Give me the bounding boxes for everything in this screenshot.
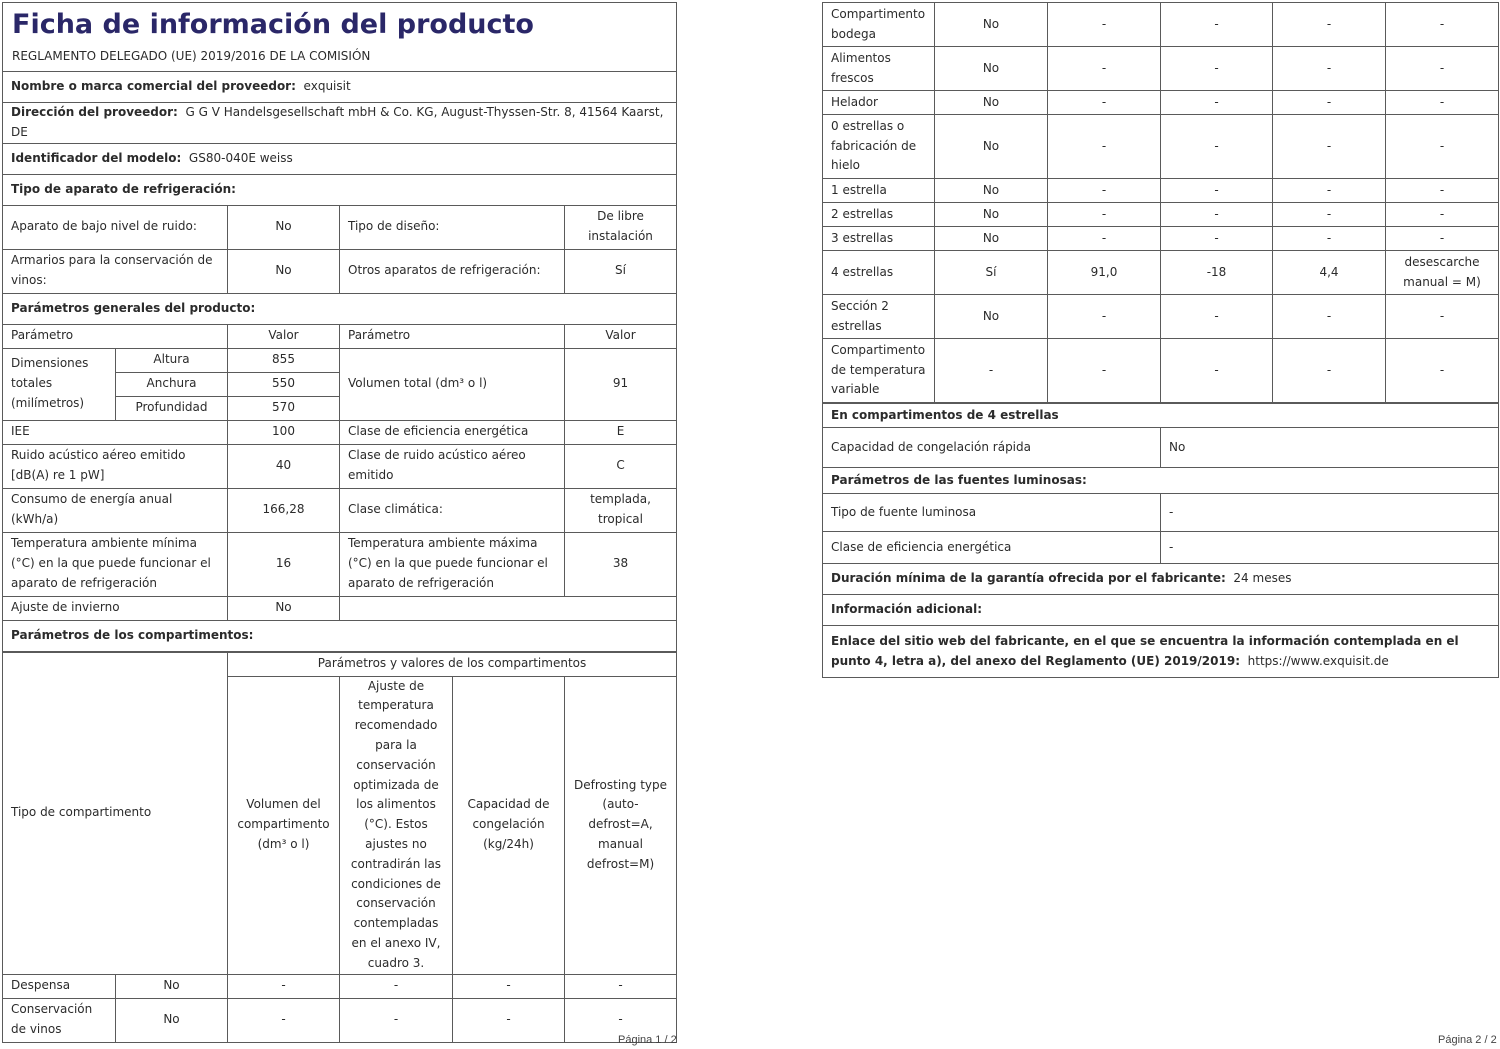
total-volume-label: Volumen total (dm³ o l)	[340, 348, 565, 420]
address-value: G G V Handelsgesellschaft mbH & Co. KG, August-Thyssen-Str. 8, 41564 Kaarst, DE	[11, 105, 664, 139]
table-row	[3, 998, 677, 1042]
model-label: Identificador del modelo:	[11, 150, 182, 165]
wine-value: No	[228, 249, 340, 293]
comp-name: 3 estrellas	[823, 227, 935, 251]
table-row	[823, 91, 1499, 115]
noise-value: 40	[228, 444, 340, 488]
comp-name: Alimentos frescos	[823, 47, 935, 91]
light-type-value: -	[1161, 494, 1499, 532]
comp-present: No	[935, 47, 1048, 91]
comp-defrost-header: Defrosting type (auto-defrost=A, manual defrost=M)	[565, 676, 677, 974]
light-class-row	[823, 532, 1499, 564]
comp-volume: 91,0	[1048, 251, 1161, 295]
comp-defrost: -	[1386, 227, 1499, 251]
comp-defrost: -	[1386, 91, 1499, 115]
comp-defrost: desescarche manual = M)	[1386, 251, 1499, 295]
page-number-1: Página 1 / 2	[618, 1034, 677, 1046]
comp-present: -	[935, 339, 1048, 403]
value-col-header: Valor	[228, 324, 340, 348]
depth-value: 570	[228, 396, 340, 420]
temperature-row	[3, 532, 677, 596]
total-volume-value: 91	[565, 348, 677, 420]
comp-name: 0 estrellas o fabricación de hielo	[823, 115, 935, 179]
comp-present: No	[935, 115, 1048, 179]
comp-temp: -	[1161, 115, 1273, 179]
max-temp-label: Temperatura ambiente máxima (°C) en la que puede funcionar el aparato de refrigeración	[340, 532, 565, 596]
comp-volume-header: Volumen del compartimento (dm³ o l)	[228, 676, 340, 974]
height-label: Altura	[116, 348, 228, 372]
comp-volume: -	[1048, 3, 1161, 47]
general-params-heading: Parámetros generales del producto:	[3, 293, 677, 324]
noise-label: Ruido acústico aéreo emitido [dB(A) re 1 pW]	[3, 444, 228, 488]
comp-values-header: Parámetros y valores de los compartimentos	[228, 652, 677, 676]
other-label: Otros aparatos de refrigeración:	[340, 249, 565, 293]
table-row	[823, 227, 1499, 251]
consumption-label: Consumo de energía anual (kWh/a)	[3, 488, 228, 532]
comp-freeze: -	[1273, 47, 1386, 91]
consumption-value: 166,28	[228, 488, 340, 532]
other-value: Sí	[565, 249, 677, 293]
comp-values-header-row	[3, 652, 677, 676]
comp-volume: -	[1048, 203, 1161, 227]
comp-volume: -	[1048, 227, 1161, 251]
comp-freeze: -	[1273, 203, 1386, 227]
comp-name: Compartimento de temperatura variable	[823, 339, 935, 403]
comp-present: No	[935, 3, 1048, 47]
comp-name: Sección 2 estrellas	[823, 295, 935, 339]
max-temp-value: 38	[565, 532, 677, 596]
winter-value: No	[228, 596, 340, 620]
general-params-row	[3, 293, 677, 324]
fast-freeze-value: No	[1161, 428, 1499, 468]
min-temp-value: 16	[228, 532, 340, 596]
comp-defrost: -	[1386, 115, 1499, 179]
comp-temp: -	[340, 998, 453, 1042]
appliance-type-heading: Tipo de aparato de refrigeración:	[3, 174, 677, 205]
comp-freeze: -	[453, 998, 565, 1042]
additional-info-row	[823, 595, 1499, 626]
comp-temp: -	[1161, 91, 1273, 115]
comp-temp: -	[1161, 339, 1273, 403]
comp-freeze: -	[1273, 3, 1386, 47]
comp-temp: -	[1161, 3, 1273, 47]
comp-freeze: -	[1273, 179, 1386, 203]
model-row	[3, 143, 677, 174]
table-row	[823, 295, 1499, 339]
header-box	[2, 2, 677, 71]
comp-temp-header: Ajuste de temperatura recomendado para la conservación optimizada de los alimentos (°C). Estos ajustes no contradirán las condiciones de conservación contempladas en el anexo IV, cuadro 3.	[340, 676, 453, 974]
comp-name: Compartimento bodega	[823, 3, 935, 47]
light-heading: Parámetros de las fuentes luminosas:	[823, 468, 1499, 494]
comp-volume: -	[1048, 179, 1161, 203]
param-col-header-2: Parámetro	[340, 324, 565, 348]
comp-defrost: -	[1386, 295, 1499, 339]
eei-row	[3, 420, 677, 444]
comp-temp: -	[1161, 295, 1273, 339]
climate-label: Clase climática:	[340, 488, 565, 532]
width-value: 550	[228, 372, 340, 396]
comp-present: No	[935, 227, 1048, 251]
eei-label: IEE	[3, 420, 228, 444]
wine-label: Armarios para la conservación de vinos:	[3, 249, 228, 293]
four-star-table	[822, 403, 1499, 678]
param-col-header: Parámetro	[3, 324, 228, 348]
additional-info-label: Información adicional:	[823, 595, 1499, 626]
comp-name: Conservación de vinos	[3, 998, 116, 1042]
comp-name: 2 estrellas	[823, 203, 935, 227]
comp-freeze: -	[1273, 295, 1386, 339]
address-row	[3, 103, 677, 144]
comp-defrost: -	[565, 974, 677, 998]
comp-defrost: -	[1386, 179, 1499, 203]
four-star-heading: En compartimentos de 4 estrellas	[823, 404, 1499, 428]
comp-freeze: -	[1273, 339, 1386, 403]
table-row	[823, 47, 1499, 91]
comp-volume: -	[1048, 295, 1161, 339]
light-type-row	[823, 494, 1499, 532]
address-label: Dirección del proveedor:	[11, 105, 178, 119]
comp-temp: -	[1161, 47, 1273, 91]
supplier-table	[2, 71, 677, 652]
supplier-row	[3, 72, 677, 103]
comp-type-label: Tipo de compartimento	[3, 652, 228, 974]
noise-class-label: Clase de ruido acústico aéreo emitido	[340, 444, 565, 488]
table-row	[823, 3, 1499, 47]
min-temp-label: Temperatura ambiente mínima (°C) en la que puede funcionar el aparato de refrigeración	[3, 532, 228, 596]
winter-label: Ajuste de invierno	[3, 596, 228, 620]
height-value: 855	[228, 348, 340, 372]
comp-freeze: -	[1273, 91, 1386, 115]
comp-temp: -	[1161, 227, 1273, 251]
comp-volume: -	[1048, 339, 1161, 403]
comp-volume: -	[1048, 91, 1161, 115]
page-number-2: Página 2 / 2	[1438, 1034, 1497, 1046]
table-row	[823, 251, 1499, 295]
model-value: GS80-040E weiss	[188, 150, 293, 165]
design-label: Tipo de diseño:	[340, 205, 565, 249]
weblink-value[interactable]: https://www.exquisit.de	[1247, 653, 1389, 668]
light-heading-row	[823, 468, 1499, 494]
comp-freeze-header: Capacidad de congelación (kg/24h)	[453, 676, 565, 974]
compartments-table-p2	[822, 2, 1499, 403]
appliance-type-row	[3, 174, 677, 205]
comp-name: 4 estrellas	[823, 251, 935, 295]
comp-volume: -	[1048, 47, 1161, 91]
table-row	[823, 179, 1499, 203]
supplier-value: exquisit	[303, 79, 351, 94]
winter-row	[3, 596, 677, 620]
warranty-label: Duración mínima de la garantía ofrecida por el fabricante:	[831, 571, 1226, 586]
comp-params-heading: Parámetros de los compartimentos:	[3, 620, 677, 651]
comp-temp: -18	[1161, 251, 1273, 295]
light-type-label: Tipo de fuente luminosa	[823, 494, 1161, 532]
noise-class-value: C	[565, 444, 677, 488]
four-star-heading-row	[823, 404, 1499, 428]
page-2	[822, 2, 1498, 678]
design-value: De libre instalación	[565, 205, 677, 249]
warranty-row	[823, 564, 1499, 595]
fast-freeze-row	[823, 428, 1499, 468]
comp-freeze: -	[453, 974, 565, 998]
page-1	[2, 2, 677, 1043]
height-row	[3, 348, 677, 372]
weblink-row	[823, 626, 1499, 678]
comp-freeze: -	[1273, 227, 1386, 251]
comp-volume: -	[228, 974, 340, 998]
fast-freeze-label: Capacidad de congelación rápida	[823, 428, 1161, 468]
param-header-row	[3, 324, 677, 348]
comp-defrost: -	[1386, 3, 1499, 47]
compartments-table-p1	[2, 652, 677, 1043]
comp-name: Helador	[823, 91, 935, 115]
comp-name: 1 estrella	[823, 179, 935, 203]
comp-defrost: -	[565, 998, 677, 1042]
dimensions-label: Dimensiones totales (milímetros)	[3, 348, 116, 420]
comp-volume: -	[228, 998, 340, 1042]
width-label: Anchura	[116, 372, 228, 396]
low-noise-value: No	[228, 205, 340, 249]
eei-value: 100	[228, 420, 340, 444]
climate-value: templada, tropical	[565, 488, 677, 532]
comp-defrost: -	[1386, 339, 1499, 403]
comp-present: No	[935, 91, 1048, 115]
comp-temp: -	[1161, 203, 1273, 227]
warranty-value: 24 meses	[1233, 571, 1292, 586]
energy-class-label: Clase de eficiencia energética	[340, 420, 565, 444]
regulation-line: REGLAMENTO DELEGADO (UE) 2019/2016 DE LA COMISIÓN	[12, 49, 371, 63]
comp-defrost: -	[1386, 203, 1499, 227]
empty-cell	[340, 596, 677, 620]
comp-present: Sí	[935, 251, 1048, 295]
low-noise-label: Aparato de bajo nivel de ruido:	[3, 205, 228, 249]
light-class-value: -	[1161, 532, 1499, 564]
depth-label: Profundidad	[116, 396, 228, 420]
low-noise-row	[3, 205, 677, 249]
comp-present: No	[116, 974, 228, 998]
comp-present: No	[935, 179, 1048, 203]
comp-present: No	[935, 295, 1048, 339]
comp-freeze: -	[1273, 115, 1386, 179]
comp-temp: -	[1161, 179, 1273, 203]
comp-name: Despensa	[3, 974, 116, 998]
table-row	[823, 115, 1499, 179]
weblink-label: Enlace del sitio web del fabricante, en el que se encuentra la información contemplada en el punto 4, letra a), del anexo del Reglamento (UE) 2019/2019:	[831, 633, 1459, 668]
consumption-row	[3, 488, 677, 532]
document-title: Ficha de información del producto	[12, 9, 534, 40]
noise-row	[3, 444, 677, 488]
value-col-header-2: Valor	[565, 324, 677, 348]
table-row	[3, 974, 677, 998]
comp-temp: -	[340, 974, 453, 998]
comp-volume: -	[1048, 115, 1161, 179]
wine-row	[3, 249, 677, 293]
comp-present: No	[935, 203, 1048, 227]
comp-freeze: 4,4	[1273, 251, 1386, 295]
light-class-label: Clase de eficiencia energética	[823, 532, 1161, 564]
comp-params-row	[3, 620, 677, 651]
comp-defrost: -	[1386, 47, 1499, 91]
energy-class-value: E	[565, 420, 677, 444]
table-row	[823, 203, 1499, 227]
table-row	[823, 339, 1499, 403]
supplier-label: Nombre o marca comercial del proveedor:	[11, 79, 296, 94]
comp-present: No	[116, 998, 228, 1042]
